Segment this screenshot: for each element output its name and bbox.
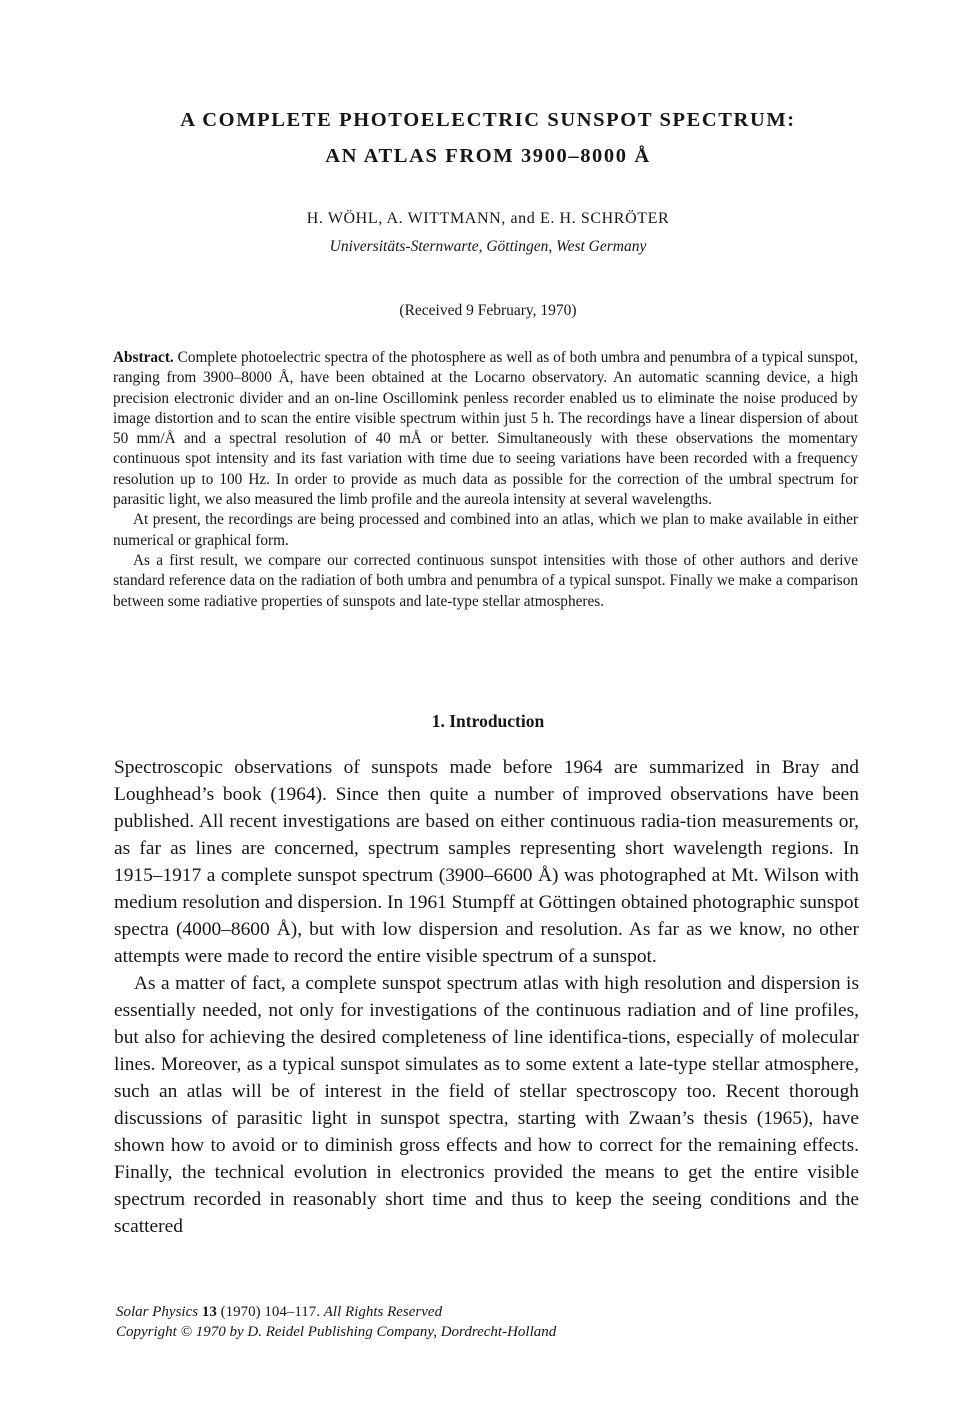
- title-line-2: AN ATLAS FROM 3900–8000 Å: [325, 145, 651, 167]
- abstract-paragraph-1: [113, 348, 858, 510]
- abstract-label: Abstract.: [113, 349, 174, 366]
- section-heading: 1. Introduction: [431, 711, 545, 731]
- copyright-line: Copyright © 1970 by D. Reidel Publishing Company, Dordrecht-Holland: [116, 1323, 557, 1340]
- title-line-1: A COMPLETE PHOTOELECTRIC SUNSPOT SPECTRUM:: [180, 109, 796, 131]
- abstract-paragraph-3: As a first result, we compare our corrected continuous sunspot intensities with those of other authors and derive standard reference data on the radiation of both umbra and penumbra of a typical sunspot. Finally we make a comparison between some radiative properties of sunspots and late-type stellar atmospheres.: [113, 551, 858, 610]
- footer: [116, 1303, 816, 1342]
- journal-volume: 13: [201, 1304, 217, 1320]
- journal-citation: [116, 1303, 816, 1323]
- rights-statement: All Rights Reserved: [323, 1304, 443, 1320]
- body-paragraph-1: Spectroscopic observations of sunspots made before 1964 are summarized in Bray and Loughhead’s book (1964). Since then quite a number of improved observations have been published. All recent investigations are based on either continuous radia-tion measurements or, as far as lines are concerned, spectrum samples representing short wavelength regions. In 1915–1917 a complete sunspot spectrum (3900–6600 Å) was photographed at Mt. Wilson with medium resolution and dispersion. In 1961 Stumpff at Göttingen obtained photographic sunspot spectra (4000–8600 Å), but with low dispersion and resolution. As far as we know, no other attempts were made to record the entire visible spectrum of a sunspot.: [114, 757, 860, 967]
- abstract-paragraph-2: At present, the recordings are being processed and combined into an atlas, which we plan to make available in either numerical or graphical form.: [113, 511, 858, 549]
- authors: H. WÖHL, A. WITTMANN, and E. H. SCHRÖTER: [306, 210, 670, 227]
- body-text: [114, 754, 859, 1240]
- journal-pages: (1970) 104–117.: [216, 1304, 324, 1320]
- journal-name: Solar Physics: [116, 1304, 199, 1320]
- affiliation: Universitäts-Sternwarte, Göttingen, West Germany: [329, 238, 647, 255]
- abstract-text-1: Complete photoelectric spectra of the photosphere as well as of both umbra and penumbra of a typical sunspot, ranging from 3900–8000 Å, have been obtained at the Locarno observatory. An automatic scanning device, a high precision electronic divider and an on-line Oscillomink penless recorder enabled us to eliminate the noise produced by image distortion and to scan the entire visible spectrum within just 5 h. The recordings have a linear dispersion of about 50 mm/Å and a spectral resolution of 40 mÅ or better. Simultaneously with these observations the momentary continuous spot intensity and its fast variation with time due to seeing variations have been recorded with a frequency resolution up to 100 Hz. In order to provide as much data as possible for the correction of the umbral spectrum for parasitic light, we also measured the limb profile and the aureola intensity at several wavelengths.: [113, 349, 858, 509]
- received-date: (Received 9 February, 1970): [399, 302, 577, 319]
- abstract: [113, 348, 858, 612]
- body-paragraph-2: As a matter of fact, a complete sunspot spectrum atlas with high resolution and dispersion is essentially needed, not only for investigations of the continuous radiation and of line profiles, but also for achieving the desired completeness of line identifica-tions, especially of molecular lines. Moreover, as a typical sunspot simulates as to some extent a late-type stellar atmosphere, such an atlas will be of interest in the field of stellar spectroscopy too. Recent thorough discussions of parasitic light in sunspot spectra, starting with Zwaan’s thesis (1965), have shown how to avoid or to diminish gross effects and how to correct for the remaining effects. Finally, the technical evolution in electronics provided the means to get the entire visible spectrum recorded in reasonably short time and thus to keep the seeing conditions and the scattered: [114, 973, 859, 1237]
